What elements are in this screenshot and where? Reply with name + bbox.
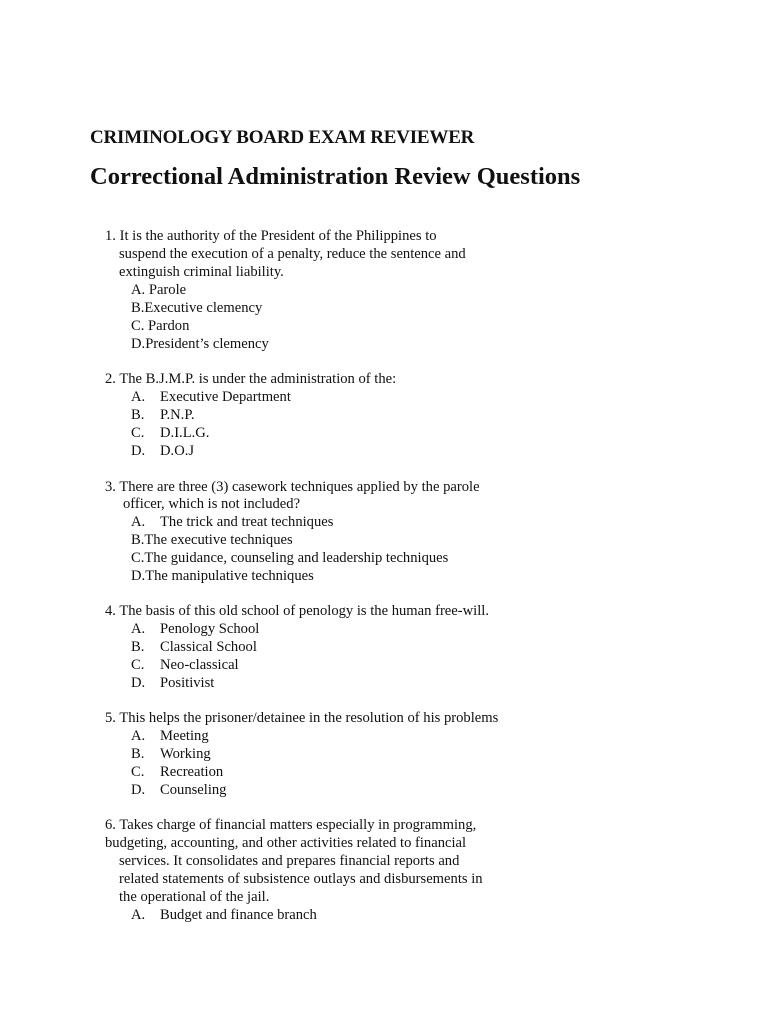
exam-header: CRIMINOLOGY BOARD EXAM REVIEWER: [90, 127, 475, 148]
answer-option-d: [131, 674, 214, 692]
option-letter: B.: [131, 639, 145, 655]
question-stem-line: services. It consolidates and prepares financial reports and: [119, 853, 460, 869]
answer-option-c: [131, 763, 223, 781]
question-stem-line: 3. There are three (3) casework techniques applied by the parole: [105, 479, 480, 495]
answer-option-d: [131, 781, 226, 799]
option-letter: C.: [131, 657, 145, 673]
option-letter: D.: [131, 782, 146, 798]
option-text: Penology School: [160, 621, 260, 637]
option-letter: A.: [131, 621, 146, 637]
answer-option-a: [131, 906, 317, 924]
option-text: Meeting: [160, 728, 209, 744]
option-text: The trick and treat techniques: [160, 514, 334, 530]
question-stem-line: the operational of the jail.: [119, 889, 270, 905]
option-text: Classical School: [160, 639, 257, 655]
answer-option-a: [131, 727, 209, 745]
option-letter: D.: [131, 443, 146, 459]
option-letter: A.: [131, 389, 146, 405]
answer-option-a: [131, 620, 259, 638]
answer-option-d: D.President’s clemency: [131, 336, 269, 352]
answer-option-c: [131, 424, 209, 442]
answer-option-d: [131, 442, 194, 460]
option-letter: A.: [131, 907, 146, 923]
answer-option-c: [131, 656, 239, 674]
option-text: Counseling: [160, 782, 227, 798]
option-letter: A.: [131, 728, 146, 744]
answer-option-b: B.Executive clemency: [131, 300, 263, 316]
option-letter: D.: [131, 675, 146, 691]
answer-option-b: [131, 638, 257, 656]
question-stem-line: 5. This helps the prisoner/detainee in the resolution of his problems: [105, 710, 499, 726]
question-stem-line: extinguish criminal liability.: [119, 264, 284, 280]
answer-option-a: [131, 388, 291, 406]
question-stem-line: officer, which is not included?: [123, 496, 301, 512]
question-stem-line: related statements of subsistence outlays and disbursements in: [119, 871, 483, 887]
answer-option-d: D.The manipulative techniques: [131, 568, 314, 584]
answer-option-b: [131, 406, 194, 424]
option-text: Executive Department: [160, 389, 291, 405]
option-text: Positivist: [160, 675, 215, 691]
answer-option-a: [131, 513, 333, 531]
option-text: Budget and finance branch: [160, 907, 317, 923]
option-letter: A.: [131, 514, 146, 530]
question-stem-line: 6. Takes charge of financial matters especially in programming,: [105, 817, 477, 833]
option-text: D.I.L.G.: [160, 425, 210, 441]
option-text: Working: [160, 746, 211, 762]
option-letter: C.: [131, 425, 145, 441]
answer-option-c: C. Pardon: [131, 318, 190, 334]
answer-option-b: [131, 745, 211, 763]
option-letter: B.: [131, 407, 145, 423]
option-text: D.O.J: [160, 443, 195, 459]
page-title: Correctional Administration Review Questions: [90, 163, 581, 190]
option-text: Neo-classical: [160, 657, 239, 673]
option-text: Recreation: [160, 764, 224, 780]
question-stem-line: budgeting, accounting, and other activities related to financial: [105, 835, 467, 851]
option-letter: B.: [131, 746, 145, 762]
question-stem-line: 4. The basis of this old school of penology is the human free-will.: [105, 603, 489, 619]
question-stem-line: 2. The B.J.M.P. is under the administration of the:: [105, 371, 397, 387]
answer-option-c: C.The guidance, counseling and leadership techniques: [131, 550, 449, 566]
question-stem-line: 1. It is the authority of the President of the Philippines to: [105, 228, 437, 244]
option-letter: C.: [131, 764, 145, 780]
question-stem-line: suspend the execution of a penalty, reduce the sentence and: [119, 246, 466, 262]
answer-option-b: B.The executive techniques: [131, 532, 293, 548]
answer-option-a: A. Parole: [131, 282, 187, 298]
option-text: P.N.P.: [160, 407, 195, 423]
